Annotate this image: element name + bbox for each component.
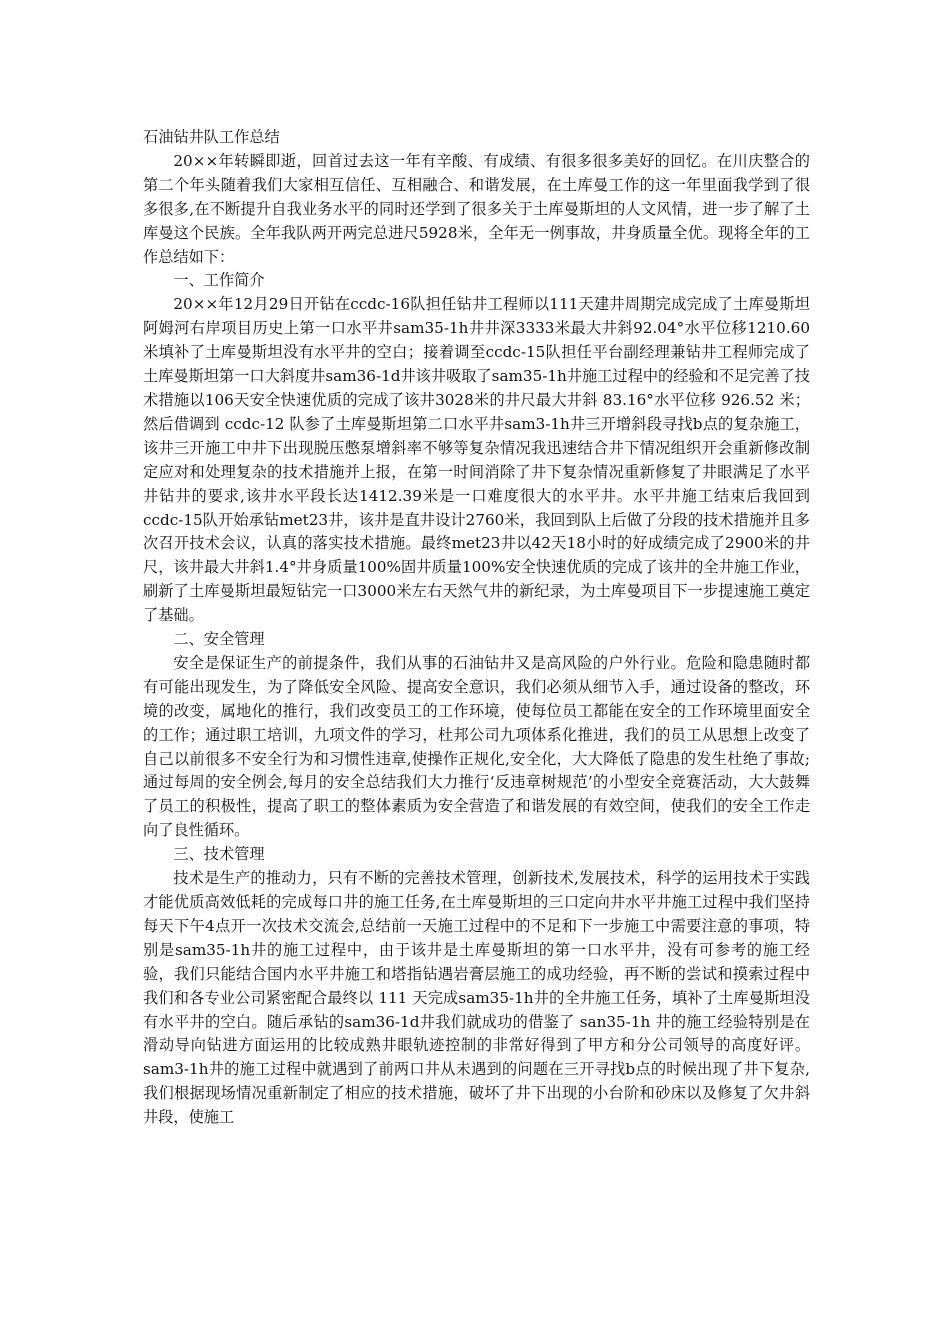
section-heading-work-overview: 一、工作简介 [173, 271, 265, 290]
document-page [143, 126, 810, 1130]
intro-paragraph: 20××年转瞬即逝，回首过去这一年有辛酸、有成绩、有很多很多美好的回忆。在川庆整合的第二个年头随着我们大家相互信任、互相融合、和谐发展，在土库曼工作的这一年里面我学到了很多很多,在不断提升自我业务水平的同时还学到了很多关于土库曼斯坦的人文风情，进一步了解了土库曼这个民族。全年我队两开两完总进尺5928米，全年无一例事故，井身质量全优。现将全年的工作总结如下： [143, 151, 810, 266]
section-body-work-overview: 20××年12月29日开钻在ccdc-16队担任钻井工程师以111天建井周期完成完成了土库曼斯坦阿姆河右岸项目历史上第一口水平井sam35-1h井井深3333米最大井斜92.04°水平位移1210.60米填补了土库曼斯坦没有水平井的空白；接着调至ccdc-15队担任平台副经理兼钻井工程师完成了土库曼斯坦第一口大斜度井sam36-1d井该井吸取了sam35-1h井施工过程中的经验和不足完善了技术措施以106天安全快速优质的完成了该井3028米的井尺最大井斜 83.16°水平位移 926.52 米；然后借调到 ccdc-12 队参了土库曼斯坦第二口水平井sam3-1h井三开增斜段寻找b点的复杂施工，该井三开施工中井下出现脱压憋泵增斜率不够等复杂情况我迅速结合井下情况组织开会重新修改制定应对和处理复杂的技术措施并上报，在第一时间消除了井下复杂情况重新修复了井眼满足了水平井钻井的要求,该井水平段长达1412.39米是一口难度很大的水平井。水平井施工结束后我回到ccdc-15队开始承钻met23井，该井是直井设计2760米，我回到队上后做了分段的技术措施并且多次召开技术会议，认真的落实技术措施。最终met23井以42天18小时的好成绩完成了2900米的井尺，该井最大井斜1.4°井身质量100%固井质量100%安全快速优质的完成了该井的全井施工作业，刷新了土库曼斯坦最短钻完一口3000米左右天然气井的新纪录，为土库曼项目下一步提速施工奠定了基础。 [143, 295, 810, 625]
document-title: 石油钻井队工作总结 [143, 128, 280, 146]
section-body-safety-management: 安全是保证生产的前提条件，我们从事的石油钻井又是高风险的户外行业。危险和隐患随时都有可能出现发生，为了降低安全风险、提高安全意识，我们必须从细节入手，通过设备的整改，环境的改变，属地化的推行，我们改变员工的工作环境，使每位员工都能在安全的工作环境里面安全的工作；通过职工培训，九项文件的学习，杜邦公司九项体系化推进，我们的员工从思想上改变了自己以前很多不安全行为和习惯性违章,使操作正规化,安全化，大大降低了隐患的发生杜绝了事故;通过每周的安全例会,每月的安全总结我们大力推行‘反违章树规范’的小型安全竞赛活动，大大鼓舞了员工的积极性，提高了职工的整体素质为安全营造了和谐发展的有效空间，使我们的安全工作走向了良性循环。 [143, 653, 810, 840]
section-body-technical-management: 技术是生产的推动力，只有不断的完善技术管理，创新技术,发展技术，科学的运用技术于实践才能优质高效低耗的完成每口井的施工任务,在土库曼斯坦的三口定向井水平井施工过程中我们坚持每天下午4点开一次技术交流会,总结前一天施工过程中的不足和下一步施工中需要注意的事项，特别是sam35-1h井的施工过程中，由于该井是土库曼斯坦的第一口水平井，没有可参考的施工经验，我们只能结合国内水平井施工和塔指钻遇岩膏层施工的成功经验，再不断的尝试和摸索过程中我们和各专业公司紧密配合最终以 111 天完成sam35-1h井的全井施工任务，填补了土库曼斯坦没有水平井的空白。随后承钻的sam36-1d井我们就成功的借鉴了 san35-1h 井的施工经验特别是在滑动导向钻进方面运用的比较成熟井眼轨迹控制的非常好得到了甲方和分公司领导的高度好评。sam3-1h井的施工过程中就遇到了前两口井从未遇到的问题在三开寻找b点的时候出现了井下复杂,我们根据现场情况重新制定了相应的技术措施，破坏了井下出现的小台阶和砂床以及修复了欠井斜井段，使施工 [143, 869, 810, 1127]
section-heading-technical-management: 三、技术管理 [173, 845, 265, 864]
section-heading-safety-management: 二、安全管理 [173, 630, 265, 649]
